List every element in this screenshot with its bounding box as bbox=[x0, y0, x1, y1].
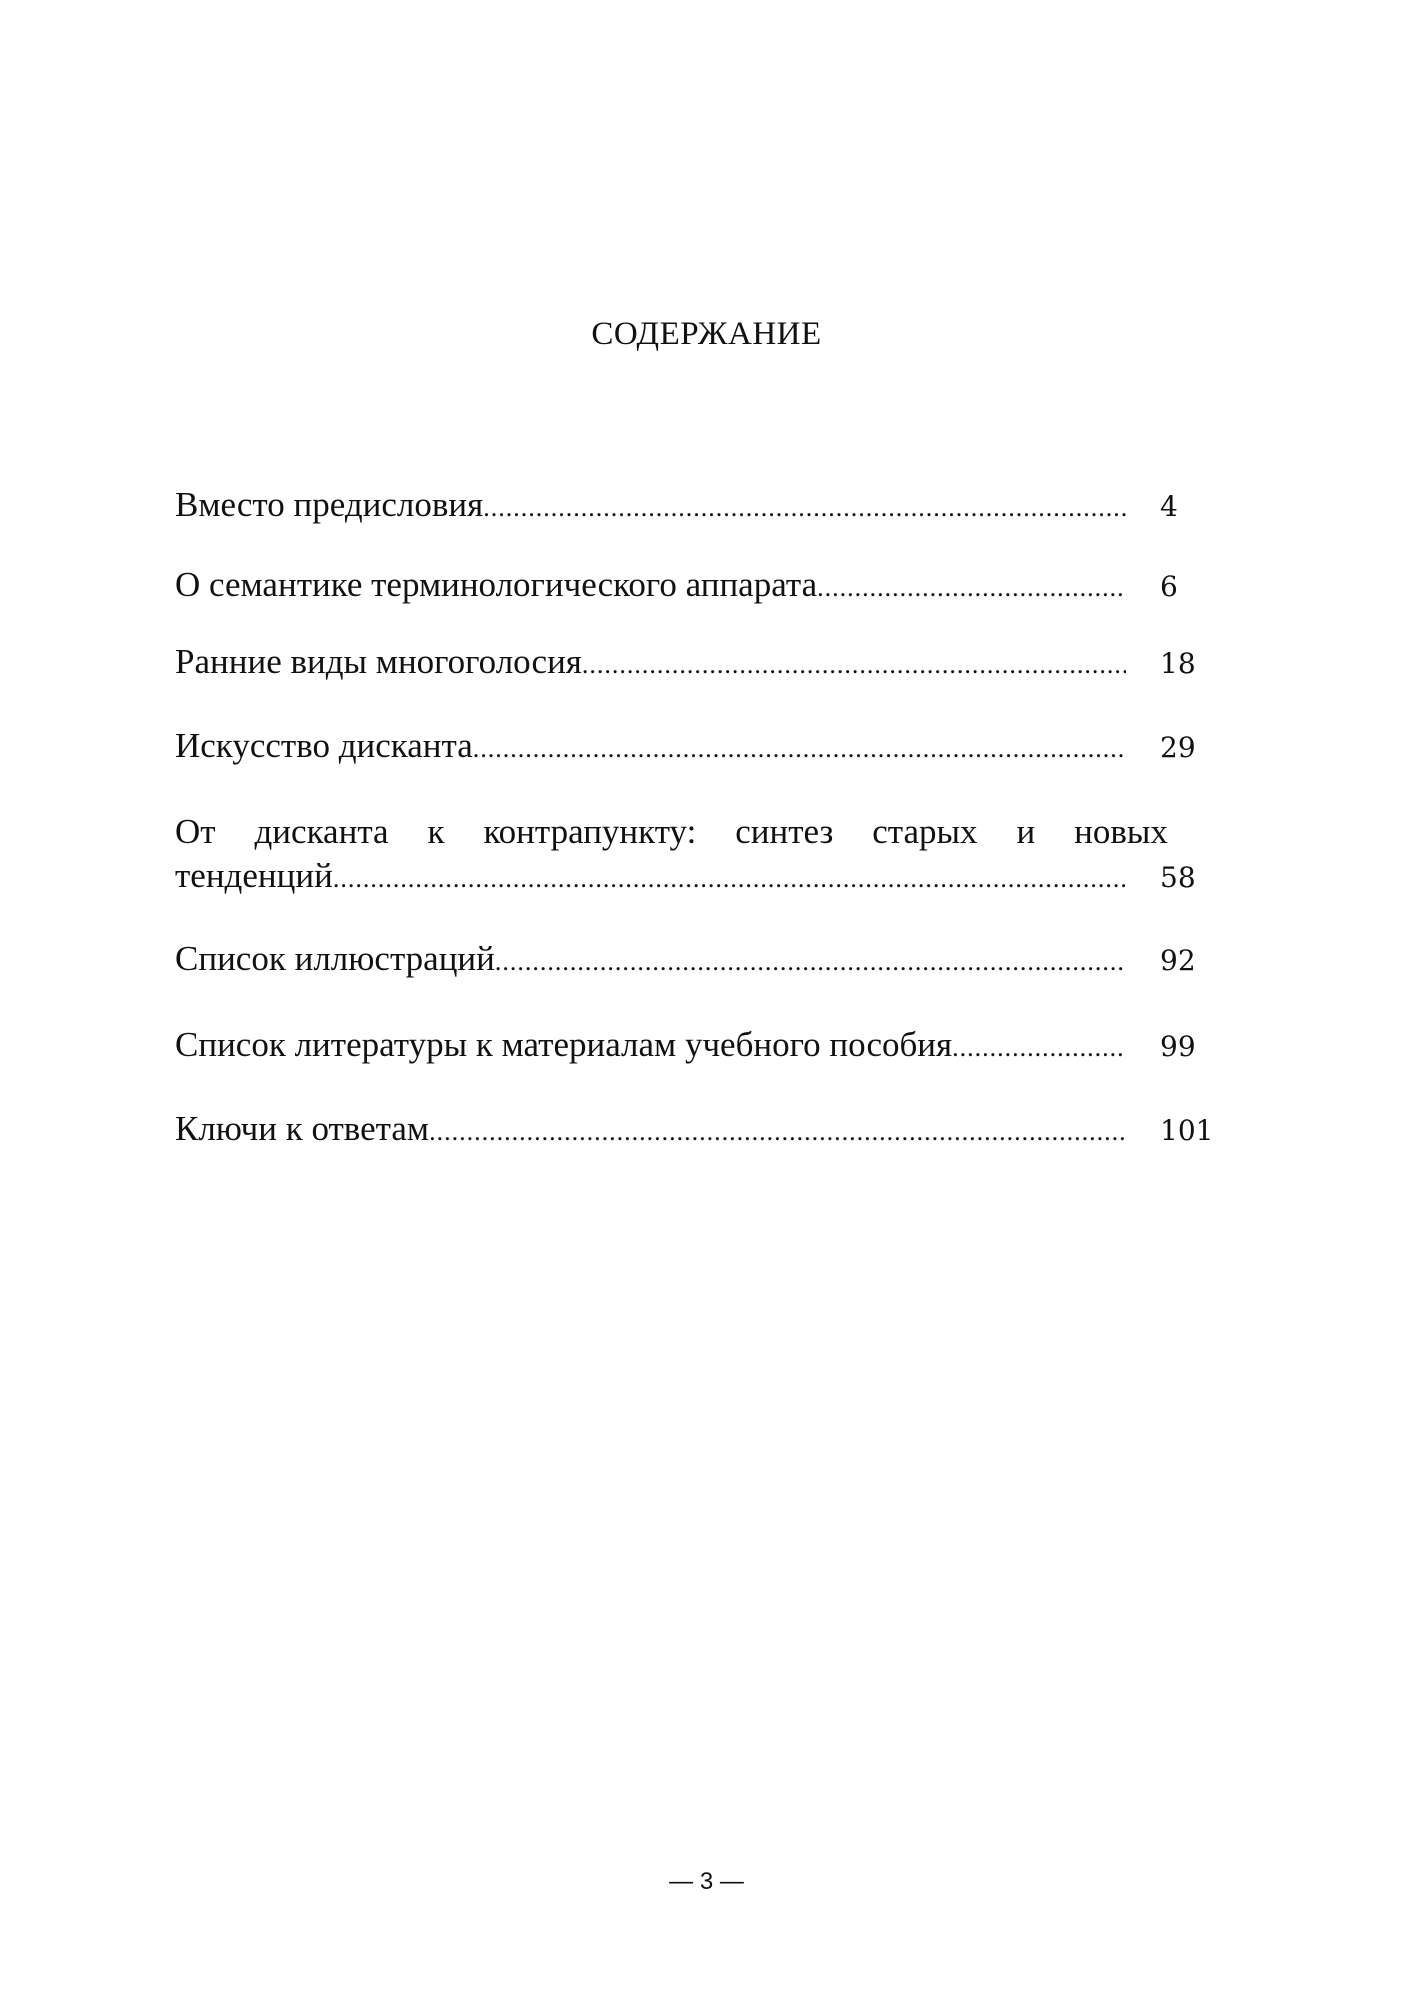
toc-entry-title: О семантике терминологического аппарата bbox=[175, 565, 818, 604]
dot-leader bbox=[817, 566, 1126, 610]
toc-entry-title: Искусство дисканта bbox=[175, 726, 473, 765]
toc-entry[interactable] bbox=[175, 1023, 1240, 1070]
toc-entry-title: Вместо предисловия bbox=[175, 485, 484, 524]
toc-entry-title: Ключи к ответам bbox=[175, 1109, 430, 1148]
dot-leader bbox=[473, 727, 1126, 771]
toc-entry[interactable] bbox=[175, 640, 1240, 687]
toc-entry[interactable] bbox=[175, 1107, 1240, 1154]
toc-entry-page: 58 bbox=[1160, 861, 1196, 894]
toc-entry[interactable] bbox=[175, 724, 1240, 771]
dot-leader bbox=[952, 1026, 1126, 1070]
dot-leader bbox=[483, 486, 1126, 530]
dot-leader bbox=[582, 643, 1126, 687]
toc-entry-title: Список литературы к материалам учебного пособия bbox=[175, 1025, 953, 1064]
toc-entry-page: 4 bbox=[1160, 490, 1178, 523]
toc-entry[interactable] bbox=[175, 810, 1240, 901]
toc-entry[interactable] bbox=[175, 563, 1240, 610]
toc-entry-page: 18 bbox=[1160, 647, 1196, 680]
dot-leader bbox=[333, 857, 1126, 901]
toc-entry-page: 99 bbox=[1160, 1030, 1196, 1063]
dot-leader bbox=[429, 1110, 1126, 1154]
toc-entry-title: Список иллюстраций bbox=[175, 939, 495, 978]
toc-entry-title: Ранние виды многоголосия bbox=[175, 642, 582, 681]
toc-entry-page: 29 bbox=[1160, 731, 1196, 764]
toc-entry[interactable] bbox=[175, 937, 1240, 984]
dot-leader bbox=[495, 940, 1126, 984]
toc-entry-title: тенденций bbox=[175, 856, 333, 895]
toc-entry-page: 92 bbox=[1160, 944, 1196, 977]
page-title: СОДЕРЖАНИЕ bbox=[591, 316, 822, 352]
toc-entry-page: 6 bbox=[1160, 570, 1178, 603]
toc-entry[interactable] bbox=[175, 483, 1240, 530]
toc-entry-title-justified: От дисканта к контрапункту: синтез старых и новых bbox=[175, 812, 1168, 851]
page-number-footer: — 3 — bbox=[669, 1868, 744, 1895]
toc-entry-page: 101 bbox=[1160, 1114, 1214, 1147]
